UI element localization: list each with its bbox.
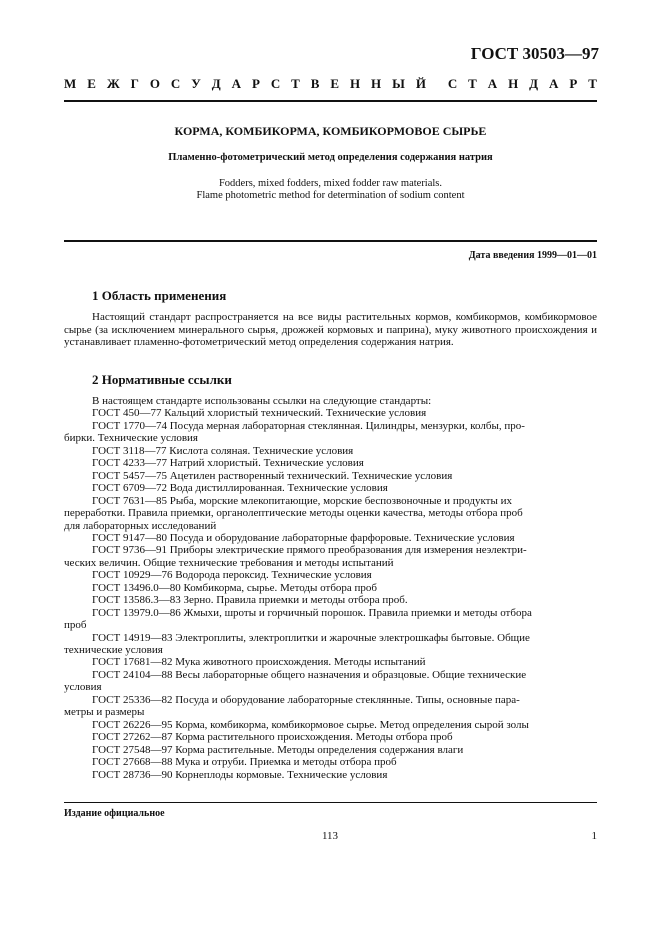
- reference-line: переработки. Правила приемки, органолептические методы оценки качества, методы отбора проб: [64, 507, 523, 520]
- reference-line: ГОСТ 9736—91 Приборы электрические прямого преобразования для измерения неэлектри-: [92, 544, 527, 557]
- reference-line: бирки. Технические условия: [64, 432, 198, 445]
- reference-line: ГОСТ 7631—85 Рыба, морские млекопитающие, морские беспозвоночные и продукты их: [92, 494, 513, 507]
- reference-line: ГОСТ 4233—77 Натрий хлористый. Технические условия: [92, 457, 364, 470]
- banner-letter: Н: [371, 76, 382, 91]
- reference-line: ГОСТ 27262—87 Корма растительного происхождения. Методы отбора проб: [92, 731, 453, 744]
- banner-letter: Д: [529, 76, 539, 91]
- english-title-line-1: Fodders, mixed fodders, mixed fodder raw materials.: [218, 178, 443, 189]
- reference-line: ГОСТ 450—77 Кальций хлористый технический. Технические условия: [92, 407, 427, 420]
- banner-letter: Й: [415, 76, 426, 91]
- reference-line: ГОСТ 13496.0—80 Комбикорма, сырье. Методы отбора проб: [92, 581, 378, 594]
- section-1-heading: 1 Область применения: [92, 288, 227, 303]
- banner-letter: Н: [508, 76, 519, 91]
- reference-line: ГОСТ 25336—82 Посуда и оборудование лабораторные стеклянные. Типы, основные пара-: [92, 693, 520, 706]
- banner-letter: Т: [291, 76, 300, 91]
- introduction-date: Дата введения 1999—01—01: [468, 250, 597, 261]
- banner-letter: С: [170, 76, 181, 91]
- banner-letter: Р: [251, 76, 260, 91]
- reference-line: для лабораторных исследований: [64, 519, 217, 532]
- reference-line: ГОСТ 24104—88 Весы лабораторные общего назначения и образцовые. Общие технические: [92, 668, 527, 681]
- reference-line: ГОСТ 26226—95 Корма, комбикорма, комбикормовое сырье. Метод определения сырой золы: [92, 718, 529, 731]
- interstate-standard-banner: [64, 76, 597, 92]
- banner-letter: Г: [130, 76, 139, 91]
- banner-letter: Е: [330, 76, 340, 91]
- reference-line: ГОСТ 1770—74 Посуда мерная лабораторная стеклянная. Цилиндры, мензурки, колбы, про-: [92, 419, 525, 432]
- sheet-number: 1: [591, 830, 597, 842]
- reference-line: ГОСТ 6709—72 Вода дистиллированная. Технические условия: [92, 482, 388, 495]
- banner-letter: Н: [349, 76, 361, 91]
- banner-letter: С: [447, 76, 458, 91]
- reference-line: проб: [64, 619, 87, 632]
- banner-letter: Е: [87, 76, 96, 91]
- banner-letter: Т: [588, 76, 597, 91]
- banner-letter: Ы: [392, 76, 405, 91]
- reference-line: ГОСТ 27548—97 Корма растительные. Методы определения содержания влаги: [92, 743, 464, 756]
- footer-rule: [64, 802, 597, 803]
- reference-line: В настоящем стандарте использованы ссылки на следующие стандарты:: [92, 395, 432, 407]
- reference-line: ГОСТ 17681—82 Мука животного происхождения. Методы испытаний: [92, 656, 426, 669]
- reference-line: ГОСТ 28736—90 Корнеплоды кормовые. Технические условия: [92, 768, 388, 781]
- english-title-line-2: Flame photometric method for determination of sodium content: [196, 190, 465, 201]
- banner-letter: М: [64, 76, 77, 91]
- banner-letter: В: [310, 76, 320, 91]
- banner-letter: Д: [211, 76, 221, 91]
- banner-letter: А: [487, 76, 498, 91]
- reference-line: ГОСТ 27668—88 Мука и отруби. Приемка и методы отбора проб: [92, 756, 397, 769]
- document-number: ГОСТ 30503—97: [470, 44, 599, 63]
- banner-letter: Т: [468, 76, 477, 91]
- banner-letter: У: [191, 76, 201, 91]
- section-1-body: Настоящий стандарт распространяется на все виды растительных кормов, комбикормов, комбикормовое сырье (за исключением минерального сырья, дрожжей кормовых и паприна), муку животного происхождения и устанавливает пламенно-фотометрический метод определения содержания натрия.: [64, 311, 597, 348]
- section-2-heading: 2 Нормативные ссылки: [92, 372, 232, 387]
- reference-line: технические условия: [64, 644, 163, 656]
- reference-line: ГОСТ 13586.3—83 Зерно. Правила приемки и методы отбора проб.: [92, 594, 408, 607]
- page-number: 113: [321, 830, 339, 842]
- banner-letter: Ж: [106, 76, 120, 91]
- reference-line: метры и размеры: [64, 706, 145, 719]
- reference-line: ГОСТ 9147—80 Посуда и оборудование лабораторные фарфоровые. Технические условия: [92, 531, 515, 544]
- reference-line: ГОСТ 14919—83 Электроплиты, электроплитки и жарочные электрошкафы бытовые. Общие: [92, 631, 530, 644]
- banner-letter: О: [149, 76, 160, 91]
- banner-letter: Р: [569, 76, 578, 91]
- reference-line: ГОСТ 10929—76 Водорода пероксид. Технические условия: [92, 569, 372, 582]
- reference-line: ГОСТ 5457—75 Ацетилен растворенный технический. Технические условия: [92, 469, 453, 482]
- reference-line: ческих величин. Общие технические требования и методы испытаний: [64, 556, 394, 569]
- banner-letter: А: [549, 76, 559, 91]
- reference-line: ГОСТ 13979.0—86 Жмыхи, шроты и горчичный порошок. Правила приемки и методы отбора: [92, 606, 532, 619]
- banner-letter: А: [231, 76, 241, 91]
- banner-letter: С: [270, 76, 281, 91]
- title-rule: [64, 240, 597, 242]
- reference-line: условия: [64, 681, 102, 694]
- top-rule: [64, 100, 597, 102]
- document-title: КОРМА, КОМБИКОРМА, КОМБИКОРМОВОЕ СЫРЬЕ: [174, 124, 487, 138]
- document-subtitle: Пламенно-фотометрический метод определения содержания натрия: [168, 152, 493, 163]
- official-edition-label: Издание официальное: [64, 808, 165, 819]
- reference-line: ГОСТ 3118—77 Кислота соляная. Технические условия: [92, 444, 354, 457]
